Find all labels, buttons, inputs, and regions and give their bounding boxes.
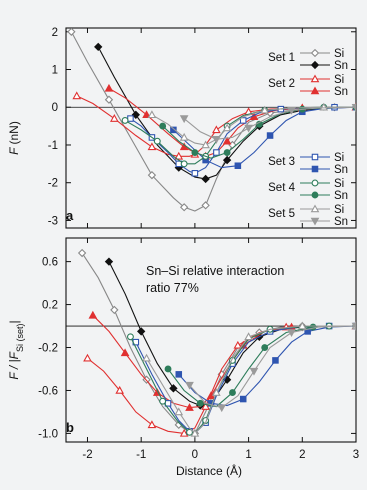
data-point [251, 368, 258, 374]
y-tick-label: -1 [47, 139, 58, 152]
data-point [288, 330, 295, 336]
data-point [245, 125, 252, 131]
data-point [149, 143, 156, 149]
panel-b-ylabel [7, 320, 25, 379]
panel-a-legend [268, 48, 348, 228]
data-point [128, 116, 133, 121]
data-point [68, 28, 75, 35]
legend-set-label: Set 4 [268, 182, 295, 194]
panel-b-ylabel-close: | [7, 320, 21, 324]
y-tick-label: 1 [51, 64, 58, 77]
data-point [202, 176, 209, 183]
data-point [106, 85, 113, 91]
legend-set-5 [268, 204, 348, 228]
legend-set-label: Set 2 [268, 78, 295, 90]
legend-item-label: Si [334, 48, 345, 60]
legend-item-label: Sn [334, 190, 349, 202]
annotation-line-1: Sn–Si relative interaction [146, 264, 285, 278]
legend-marker [312, 192, 318, 198]
data-point [149, 111, 156, 117]
series-set3-sn [171, 105, 359, 169]
x-tick-label: 0 [191, 449, 199, 461]
legend-item-label: Sn [334, 60, 349, 72]
data-point [214, 150, 219, 155]
data-point [192, 150, 198, 156]
panel-a-axes [48, 27, 356, 228]
legend-marker [312, 50, 319, 57]
data-point [175, 409, 182, 415]
panel-b-ylabel-sub: Si (set) [15, 323, 25, 353]
data-point [181, 161, 187, 167]
panel-a-letter: a [66, 208, 74, 223]
data-point [154, 138, 160, 144]
panel-a-ylabel-var: F [7, 147, 21, 155]
data-point [106, 258, 113, 265]
data-point [122, 118, 128, 124]
data-point [73, 93, 80, 99]
panel-b-letter: b [66, 420, 74, 435]
legend-item-label: Sn [334, 164, 349, 176]
y-tick-label: -0.6 [38, 385, 58, 398]
plot-frame [66, 28, 356, 228]
data-point [192, 171, 197, 176]
x-axis-label: Distance (Å) [175, 464, 243, 478]
data-point [267, 133, 272, 138]
data-point [213, 126, 220, 132]
x-tick-label: -2 [82, 449, 93, 461]
data-point [235, 163, 240, 168]
data-point [176, 372, 181, 377]
panel-a-ylabel-unit: (nN) [7, 121, 21, 145]
data-point [95, 43, 102, 50]
data-point [160, 123, 166, 129]
legend-set-2 [268, 74, 348, 98]
series-set2-si [84, 323, 359, 436]
data-point [197, 400, 203, 406]
data-point [230, 390, 236, 396]
y-tick-label: -3 [47, 215, 58, 228]
panel-b [7, 238, 359, 478]
data-point [165, 366, 171, 372]
y-tick-label: -0.2 [38, 342, 58, 355]
series-line [173, 107, 356, 167]
y-tick-label: -1.0 [38, 428, 58, 441]
x-tick-label: 2 [299, 449, 306, 461]
data-point [111, 115, 118, 121]
data-point [138, 328, 145, 335]
legend-item-label: Si [334, 152, 345, 164]
legend-marker [312, 166, 317, 171]
y-tick-label: 0.6 [42, 256, 58, 269]
y-tick-label: 0.2 [42, 299, 58, 312]
legend-marker [312, 154, 317, 159]
legend-item-label: Sn [334, 216, 349, 228]
annotation-line-2: ratio 77% [146, 281, 199, 295]
legend-set-label: Set 1 [268, 52, 295, 64]
legend-set-3 [268, 152, 348, 176]
series-set1-sn [106, 258, 360, 409]
legend-item-label: Si [334, 178, 345, 190]
data-point [89, 312, 96, 318]
panel-b-ylabel-main: F / |F [7, 352, 21, 380]
legend-set-label: Set 5 [268, 208, 295, 220]
series-set3-sn [176, 323, 359, 406]
legend-item-label: Si [334, 204, 345, 216]
legend-item-label: Sn [334, 86, 349, 98]
series-line [179, 326, 356, 406]
data-point [79, 250, 86, 257]
data-point [213, 137, 220, 143]
data-point [273, 358, 278, 363]
data-point [106, 96, 113, 103]
data-point [218, 405, 225, 411]
x-tick-label: -1 [136, 449, 147, 461]
panel-a-ylabel [7, 121, 21, 155]
data-point [84, 355, 91, 361]
data-point [128, 334, 134, 340]
data-point [241, 396, 246, 401]
legend-set-1 [268, 48, 348, 72]
data-point [160, 398, 166, 404]
data-point [202, 202, 209, 209]
legend-marker [312, 62, 319, 69]
panel-a [7, 27, 359, 228]
series-set2-si [73, 93, 359, 159]
x-tick-label: 1 [245, 449, 252, 461]
legend-set-4 [268, 178, 348, 202]
y-tick-label: 2 [51, 26, 58, 39]
legend-set-label: Set 3 [268, 156, 295, 168]
y-tick-label: 0 [51, 102, 58, 115]
legend-marker [312, 180, 318, 186]
series-line [147, 326, 356, 433]
legend-item-label: Si [334, 74, 345, 86]
y-tick-label: -2 [47, 177, 58, 190]
data-point [111, 307, 118, 314]
x-tick-label: 3 [352, 449, 360, 461]
data-point [224, 150, 230, 156]
data-point [262, 345, 268, 351]
series-set1-sn [95, 43, 360, 182]
